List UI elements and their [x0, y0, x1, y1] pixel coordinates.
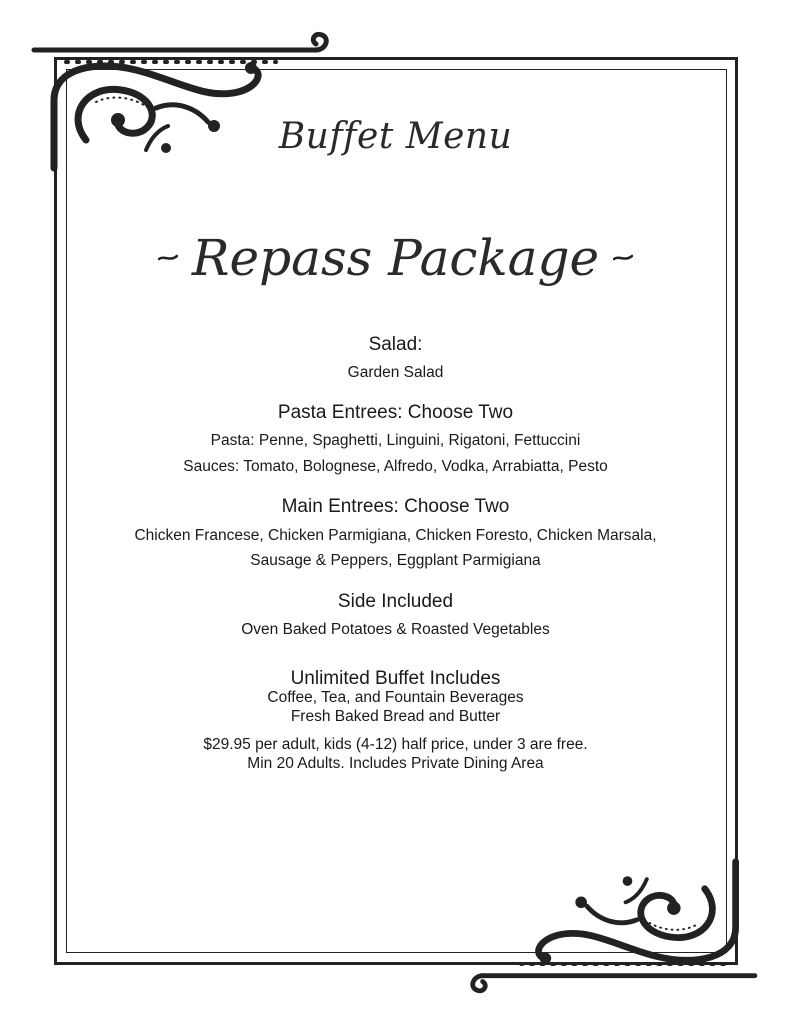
pricing-line: $29.95 per adult, kids (4-12) half price, under 3 are free.	[203, 736, 588, 753]
section-heading-buffet: Unlimited Buffet Includes	[290, 668, 501, 689]
pasta-item: Sauces: Tomato, Bolognese, Alfredo, Vodka, Arrabiatta, Pesto	[183, 458, 608, 475]
main-item: Sausage & Peppers, Eggplant Parmigiana	[250, 552, 541, 569]
main-item: Chicken Francese, Chicken Parmigiana, Chicken Foresto, Chicken Marsala,	[134, 527, 657, 544]
corner-scroll-ornament-icon	[458, 855, 768, 995]
section-heading-side: Side Included	[337, 591, 454, 612]
package-title-row	[70, 226, 721, 290]
package-title: Repass Package	[191, 229, 600, 287]
buffet-item: Coffee, Tea, and Fountain Beverages	[267, 689, 524, 706]
section-heading-salad: Salad:	[368, 334, 423, 355]
section-heading-pasta: Pasta Entrees: Choose Two	[277, 402, 514, 423]
salad-item: Garden Salad	[347, 364, 444, 381]
buffet-item: Fresh Baked Bread and Butter	[290, 708, 501, 725]
menu-subtitle: Buffet Menu	[278, 116, 513, 157]
left-flourish-icon	[158, 253, 178, 263]
pricing-line: Min 20 Adults. Includes Private Dining Area	[247, 755, 544, 772]
section-heading-main: Main Entrees: Choose Two	[281, 496, 510, 517]
pasta-item: Pasta: Penne, Spaghetti, Linguini, Rigatoni, Fettuccini	[210, 432, 581, 449]
right-flourish-icon	[613, 253, 633, 263]
side-item: Oven Baked Potatoes & Roasted Vegetables	[241, 621, 550, 638]
